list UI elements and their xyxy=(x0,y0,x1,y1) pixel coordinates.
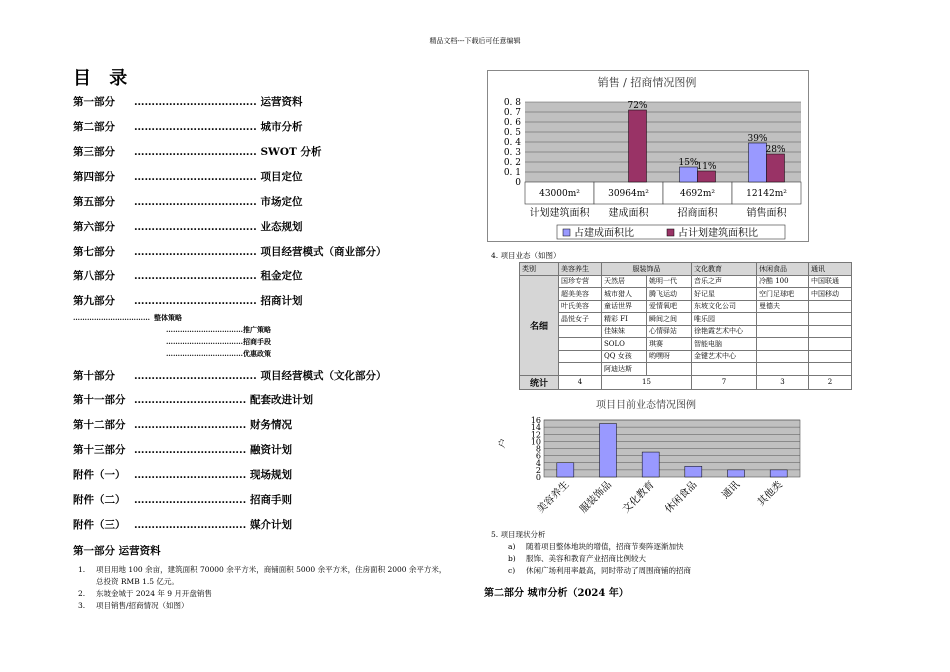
toc-part: 第三部分 xyxy=(73,146,115,158)
x-tick-label: 服装饰品 xyxy=(578,479,615,516)
table-cell: 阿迪达斯 xyxy=(602,363,647,376)
toc-item[interactable] xyxy=(73,517,292,532)
table-cell xyxy=(809,350,852,363)
toc-sub-item[interactable] xyxy=(73,313,182,323)
table-header-cell: 服装饰品 xyxy=(602,263,692,276)
toc-name: . 招商计划 xyxy=(253,295,303,307)
table-cell xyxy=(757,325,809,338)
toc-dots: ……………………………. xyxy=(134,96,254,108)
y-tick-label: 6 xyxy=(535,451,541,461)
list-num: 3. xyxy=(78,601,86,610)
y-tick-label: 0. 5 xyxy=(503,128,521,138)
toc-name: . 融资计划 xyxy=(242,444,292,456)
toc-name: . 现场规划 xyxy=(242,469,292,481)
table-cell xyxy=(757,338,809,351)
toc-name: . 租金定位 xyxy=(253,270,303,282)
table-side-label: 名细 xyxy=(520,275,559,375)
toc-name: . 招商手则 xyxy=(242,494,292,506)
table-total-cell: 4 xyxy=(559,375,602,389)
x-tick-label: 文化教育 xyxy=(620,479,657,516)
y-tick-label: 0 xyxy=(535,473,541,482)
y-tick-label: 12 xyxy=(530,430,541,440)
y-tick-label: 0 xyxy=(515,178,521,188)
list-item xyxy=(508,553,646,564)
toc-name: . 财务情况 xyxy=(242,419,292,431)
table-cell: 天然居 xyxy=(602,275,647,288)
bar xyxy=(685,466,702,477)
toc-dots: ……………………………. xyxy=(134,270,254,282)
list-text: 服饰、美容和教育产业招商比例较大 xyxy=(526,554,646,563)
table-cell: 冷酷 100 xyxy=(757,275,809,288)
x-tick-label: 通讯 xyxy=(720,479,743,502)
toc-dots: ……………………………. xyxy=(134,171,254,183)
toc-sub-item[interactable] xyxy=(166,325,271,335)
toc-dots: ……………………………. xyxy=(134,121,254,133)
toc-dots: ……………………………. xyxy=(134,295,254,307)
table-cell: 空门足球吧 xyxy=(757,288,809,301)
table-cell: 中国移动 xyxy=(809,288,852,301)
table-row xyxy=(520,300,852,313)
toc-item[interactable] xyxy=(73,144,321,159)
toc-name: . 配套改进计划 xyxy=(242,394,313,406)
table-header-cell: 类别 xyxy=(520,263,559,276)
table-total-cell: 3 xyxy=(757,375,809,389)
y-tick-label: 0. 8 xyxy=(503,98,521,108)
toc-sub-dots: …………………………… xyxy=(166,349,243,358)
table-row xyxy=(520,275,852,288)
y-tick-label: 10 xyxy=(530,437,541,447)
toc-dots: …………………………. xyxy=(134,519,243,531)
y-tick-label: 0. 4 xyxy=(503,138,521,148)
table-cell xyxy=(757,313,809,326)
legend-swatch xyxy=(667,229,674,236)
table-row xyxy=(520,313,852,326)
table-cell: 心情驿站 xyxy=(647,325,692,338)
toc-name: . 项目经营模式（商业部分） xyxy=(253,246,387,258)
table-row xyxy=(520,350,852,363)
table-row xyxy=(520,325,852,338)
toc-dots: …………………………. xyxy=(134,419,243,431)
toc-sub-name: 优惠政策 xyxy=(243,349,271,358)
bar xyxy=(728,470,745,477)
y-tick-label: 2 xyxy=(535,465,541,475)
section1-heading: 第一部分 运营资料 xyxy=(73,545,161,557)
toc-dots: ……………………………. xyxy=(134,370,254,382)
toc-part: 第九部分 xyxy=(73,295,115,307)
table-total-row xyxy=(520,375,852,389)
toc-dots: ……………………………. xyxy=(134,246,254,258)
list-num: 2. xyxy=(78,589,86,598)
business-table xyxy=(519,262,852,390)
category-value: 43000m² xyxy=(539,189,580,199)
toc-item[interactable] xyxy=(73,392,313,407)
table-cell: 爱情氧吧 xyxy=(647,300,692,313)
table-cell: 徐艳霞艺术中心 xyxy=(692,325,757,338)
toc-item[interactable] xyxy=(73,268,302,283)
table-cell: 东坡文化公司 xyxy=(692,300,757,313)
header-note: 精品文档---下载后可任意编辑 xyxy=(429,37,521,45)
table-header-row xyxy=(520,263,852,276)
table-cell: 姚明一代 xyxy=(647,275,692,288)
bar xyxy=(642,452,659,477)
list-item xyxy=(78,588,212,599)
list-item xyxy=(78,600,189,611)
toc-name: . SWOT 分析 xyxy=(253,146,322,158)
toc-dots: …………………………. xyxy=(134,494,243,506)
table-header-cell: 文化教育 xyxy=(692,263,757,276)
toc-item[interactable] xyxy=(73,244,386,259)
table-cell xyxy=(809,325,852,338)
toc-item[interactable] xyxy=(73,94,302,109)
table-cell: 城市猎人 xyxy=(602,288,647,301)
bar xyxy=(680,167,698,182)
bar xyxy=(749,143,767,182)
business-chart xyxy=(496,395,816,525)
toc-name: . 市场定位 xyxy=(253,196,303,208)
table-cell xyxy=(809,363,852,376)
business-label: 4. 项目业态（如图） xyxy=(491,251,561,260)
table-cell xyxy=(757,363,809,376)
list-text: 东坡金城于 2024 年 9 月开盘销售 xyxy=(96,589,212,598)
toc-title: 目 录 xyxy=(73,68,134,89)
list-text: 休闲广场利用率最高，同时带动了周围商铺的招商 xyxy=(526,566,691,575)
toc-dots: ……………………………. xyxy=(134,221,254,233)
section5-heading: 5. 项目现状分析 xyxy=(491,530,546,539)
toc-item[interactable] xyxy=(73,169,302,184)
table-cell: 智能电脑 xyxy=(692,338,757,351)
table-cell: 超美美容 xyxy=(559,288,602,301)
table-cell xyxy=(559,350,602,363)
toc-sub-name: 整体策略 xyxy=(154,313,182,322)
y-tick-label: 0. 7 xyxy=(503,108,521,118)
x-tick-label: 销售面积 xyxy=(746,208,787,219)
bar xyxy=(557,463,574,477)
bar xyxy=(698,171,716,182)
legend-swatch xyxy=(563,229,570,236)
y-tick-label: 16 xyxy=(530,416,541,425)
toc-name: . 城市分析 xyxy=(253,121,303,133)
toc-sub-name: 推广策略 xyxy=(243,325,271,334)
sales-chart xyxy=(487,70,809,242)
toc-item[interactable] xyxy=(73,119,302,134)
toc-part: 第十部分 xyxy=(73,370,115,382)
y-tick-label: 8 xyxy=(535,444,541,454)
y-tick-label: 0. 1 xyxy=(503,168,521,178)
x-tick-label: 其他类 xyxy=(755,479,785,509)
data-label: 28% xyxy=(765,145,786,155)
toc-sub-dots: …………………………… xyxy=(166,325,243,334)
data-label: 11% xyxy=(696,162,717,172)
toc-item[interactable] xyxy=(73,442,292,457)
table-cell: 瞬间之间 xyxy=(647,313,692,326)
toc-part: 附件（三） xyxy=(73,519,126,531)
list-item xyxy=(78,576,179,587)
toc-dots: …………………………. xyxy=(134,469,243,481)
toc-part: 第六部分 xyxy=(73,221,115,233)
y-tick-label: 0. 2 xyxy=(503,158,521,168)
table-cell xyxy=(809,300,852,313)
list-num: a) xyxy=(508,542,516,551)
list-item xyxy=(508,565,691,576)
toc-name: . 项目经营模式（文化部分） xyxy=(253,370,387,382)
table-cell: 好记星 xyxy=(692,288,757,301)
list-text: 总投资 RMB 1.5 亿元。 xyxy=(96,577,179,586)
toc-item[interactable] xyxy=(73,492,292,507)
toc-item[interactable] xyxy=(73,467,292,482)
toc-part: 第十一部分 xyxy=(73,394,126,406)
toc-dots: …………………………. xyxy=(134,394,243,406)
toc-item[interactable] xyxy=(73,219,302,234)
toc-sub-name: 招商手段 xyxy=(243,337,271,346)
x-tick-label: 休闲食品 xyxy=(663,479,700,516)
table-cell: 中国联通 xyxy=(809,275,852,288)
data-label: 15% xyxy=(678,158,699,168)
table-row xyxy=(520,338,852,351)
bar xyxy=(767,154,785,182)
x-tick-label: 建成面积 xyxy=(608,208,649,219)
x-tick-label: 计划建筑面积 xyxy=(529,208,590,219)
toc-part: 第十二部分 xyxy=(73,419,126,431)
table-cell xyxy=(559,338,602,351)
table-row xyxy=(520,363,852,376)
bar xyxy=(600,424,617,477)
table-cell: 音乐之声 xyxy=(692,275,757,288)
toc-part: 附件（二） xyxy=(73,494,126,506)
table-cell: 精彩 FI xyxy=(602,313,647,326)
table-total-cell: 7 xyxy=(692,375,757,389)
table-cell xyxy=(757,350,809,363)
table-cell: 唯乐园 xyxy=(692,313,757,326)
bar xyxy=(770,470,787,477)
table-cell: 叶氏美容 xyxy=(559,300,602,313)
table-cell: 童话世界 xyxy=(602,300,647,313)
category-value: 30964m² xyxy=(608,189,649,199)
toc-dots: ……………………………. xyxy=(134,196,254,208)
chart-title: 销售 / 招商情况图例 xyxy=(597,76,697,89)
table-cell xyxy=(647,363,692,376)
table-cell: 国珍专营 xyxy=(559,275,602,288)
toc-part: 第七部分 xyxy=(73,246,115,258)
toc-part: 附件（一） xyxy=(73,469,126,481)
table-cell xyxy=(559,325,602,338)
table-cell xyxy=(559,363,602,376)
table-header-cell: 通讯 xyxy=(809,263,852,276)
toc-sub-dots: …………………………… xyxy=(166,337,243,346)
table-cell xyxy=(809,313,852,326)
table-cell: 曼德夫 xyxy=(757,300,809,313)
table-row xyxy=(520,288,852,301)
y-tick-label: 4 xyxy=(535,458,541,468)
list-item xyxy=(508,541,684,552)
table-header-cell: 美容养生 xyxy=(559,263,602,276)
category-value: 12142m² xyxy=(746,189,787,199)
legend-label: 占计划建筑面积比 xyxy=(678,228,758,239)
toc-part: 第二部分 xyxy=(73,121,115,133)
toc-item[interactable] xyxy=(73,368,386,383)
toc-item[interactable] xyxy=(73,194,302,209)
toc-name: . 业态规划 xyxy=(253,221,303,233)
toc-part: 第十三部分 xyxy=(73,444,126,456)
toc-sub-item[interactable] xyxy=(166,337,271,347)
toc-part: 第八部分 xyxy=(73,270,115,282)
legend-label: 占建成面积比 xyxy=(574,228,634,239)
list-num: c) xyxy=(508,566,516,575)
toc-part: 第四部分 xyxy=(73,171,115,183)
toc-part: 第一部分 xyxy=(73,96,115,108)
bar xyxy=(629,110,647,182)
toc-sub-dots: …………………………… xyxy=(73,313,150,322)
table-cell: SOLO xyxy=(602,338,647,351)
toc-item[interactable] xyxy=(73,293,302,308)
table-cell: 琪赛 xyxy=(647,338,692,351)
table-header-cell: 休闲食品 xyxy=(757,263,809,276)
table-total-label: 统计 xyxy=(520,375,559,389)
data-label: 72% xyxy=(627,101,648,111)
y-tick-label: 14 xyxy=(530,423,541,433)
toc-item[interactable] xyxy=(73,417,292,432)
table-cell: QQ 女孩 xyxy=(602,350,647,363)
chart-title: 项目目前业态情况图例 xyxy=(596,400,696,411)
table-cell: 佳妹妹 xyxy=(602,325,647,338)
list-text: 项目销售/招商情况（如图） xyxy=(96,601,189,610)
list-num: b) xyxy=(508,554,516,563)
list-text: 项目用地 100 余亩，建筑面积 70000 余平方米，商铺面积 5000 余平方米，住房面积 2000 余平方米， xyxy=(96,565,447,574)
toc-name: . 运营资料 xyxy=(253,96,303,108)
table-cell xyxy=(692,363,757,376)
y-axis-label: 户 xyxy=(497,437,510,450)
table-cell xyxy=(809,338,852,351)
table-cell: 腾飞运动 xyxy=(647,288,692,301)
y-tick-label: 0. 6 xyxy=(503,118,521,128)
y-tick-label: 0. 3 xyxy=(503,148,521,158)
x-tick-label: 招商面积 xyxy=(677,208,718,219)
toc-name: . 媒介计划 xyxy=(242,519,292,531)
table-total-cell: 15 xyxy=(602,375,692,389)
table-total-cell: 2 xyxy=(809,375,852,389)
list-item xyxy=(78,564,446,575)
toc-name: . 项目定位 xyxy=(253,171,303,183)
list-num: 1. xyxy=(78,565,86,574)
toc-dots: ……………………………. xyxy=(134,146,254,158)
section2-heading: 第二部分 城市分析（2024 年） xyxy=(484,588,629,599)
toc-sub-item[interactable] xyxy=(166,349,271,359)
data-label: 39% xyxy=(747,134,768,144)
table-cell: 金键艺术中心 xyxy=(692,350,757,363)
table-cell: 晶悦女子 xyxy=(559,313,602,326)
table-cell: 哟嘿呀 xyxy=(647,350,692,363)
list-text: 随着项目整体地块的增值，招商节奏阵逐渐加快 xyxy=(526,542,684,551)
x-tick-label: 美容养生 xyxy=(535,479,572,516)
toc-dots: …………………………. xyxy=(134,444,243,456)
toc-part: 第五部分 xyxy=(73,196,115,208)
category-value: 4692m² xyxy=(679,189,716,199)
